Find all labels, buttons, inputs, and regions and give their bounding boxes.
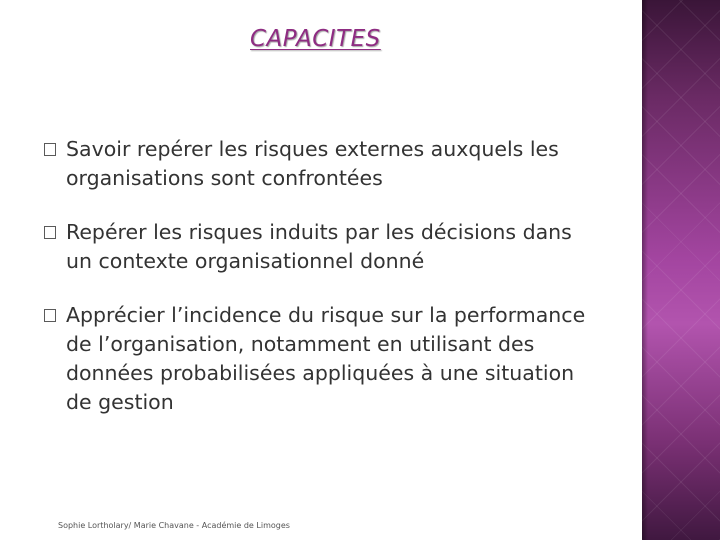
- bullet-text: Apprécier l’incidence du risque sur la performance de l’organisation, notamment en utilisant des données probabilisées appliquées à une situation de gestion: [66, 303, 586, 414]
- bullet-box-icon: [44, 226, 56, 239]
- bullet-item: [44, 218, 604, 276]
- bullet-item: [44, 135, 604, 193]
- bullet-text: Repérer les risques induits par les décisions dans un contexte organisationnel donné: [66, 220, 572, 273]
- decorative-side-band: [642, 0, 720, 540]
- bullet-text: Savoir repérer les risques externes auxquels les organisations sont confrontées: [66, 137, 559, 190]
- footer-credit: Sophie Lortholary/ Marie Chavane - Académie de Limoges: [58, 521, 290, 530]
- bullet-box-icon: [44, 309, 56, 322]
- bullet-list: [44, 135, 604, 417]
- bullet-item: [44, 301, 604, 417]
- side-band-shadow: [642, 0, 648, 540]
- bullet-box-icon: [44, 143, 56, 156]
- slide-title: CAPACITES: [250, 26, 381, 52]
